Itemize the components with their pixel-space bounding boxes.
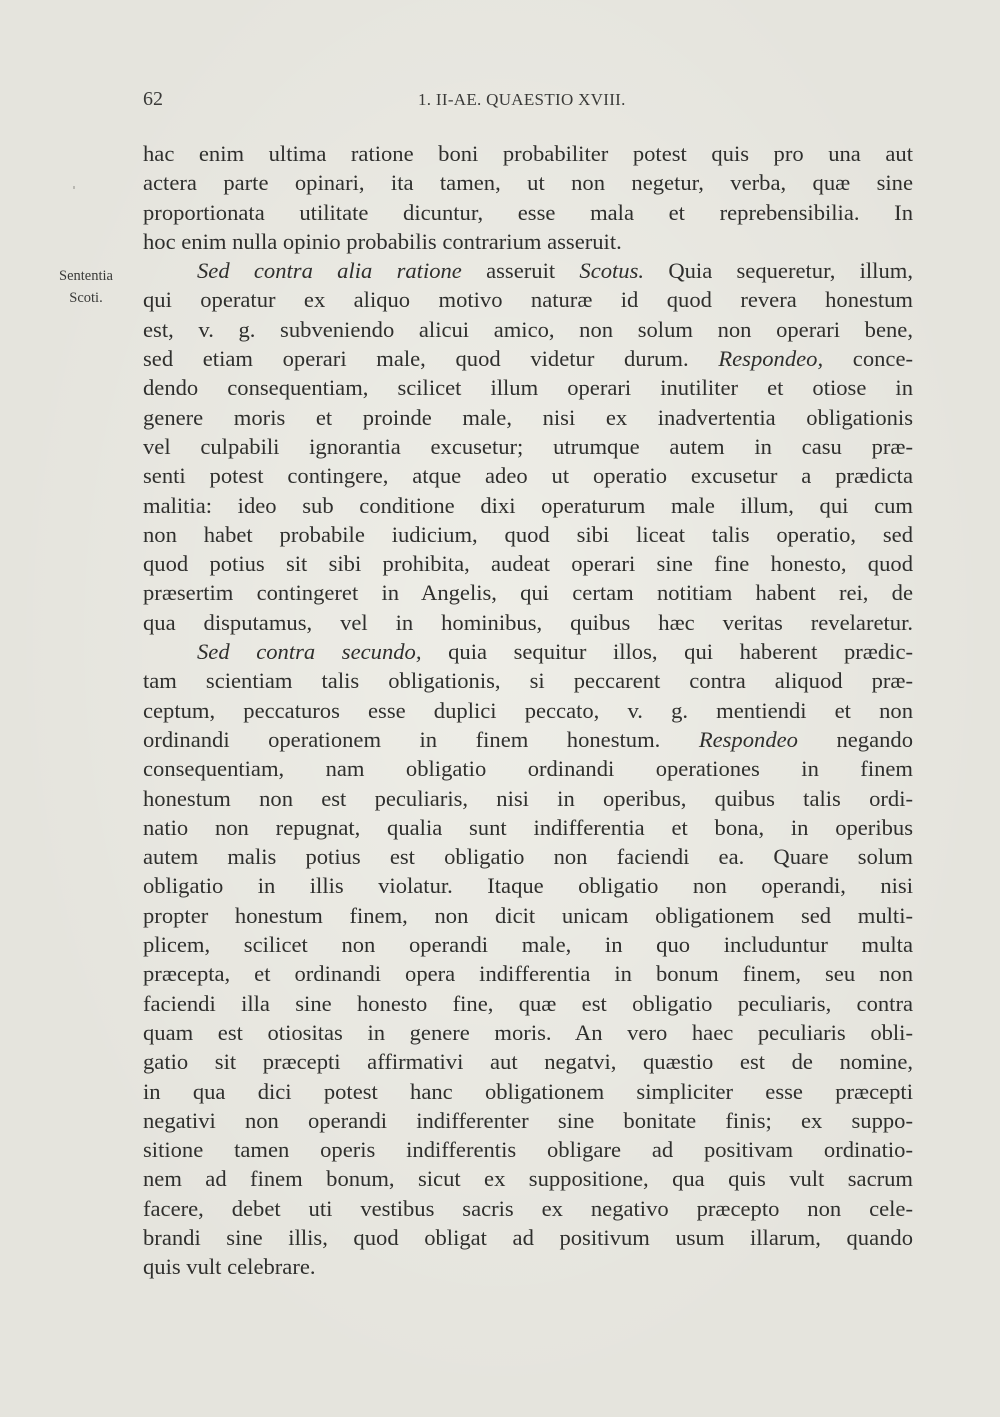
text-line bbox=[143, 491, 913, 520]
text-line bbox=[143, 520, 913, 549]
italic-text: Sed contra secundo, bbox=[197, 639, 422, 665]
text-segment: Quia sequeretur, illum, bbox=[644, 258, 913, 284]
text-segment: præcepta, et ordinandi opera indifferentia in bonum finem, seu non bbox=[143, 961, 913, 987]
page-number: 62 bbox=[143, 88, 163, 110]
text-segment: quia sequitur illos, qui haberent prædic- bbox=[421, 639, 913, 665]
text-segment: gatio sit præcepti affirmativi aut negatvi, quæstio est de nomine, bbox=[143, 1049, 913, 1075]
text-line bbox=[143, 1106, 913, 1135]
text-line bbox=[143, 315, 913, 344]
text-segment: tam scientiam talis obligationis, si peccarent contra aliquod præ- bbox=[143, 668, 913, 694]
margin-note-line: Sententia bbox=[59, 268, 113, 284]
text-segment: autem malis potius est obligatio non faciendi ea. Quare solum bbox=[143, 844, 913, 870]
text-line bbox=[143, 227, 913, 256]
text-line bbox=[143, 959, 913, 988]
text-line bbox=[143, 1077, 913, 1106]
text-line bbox=[143, 432, 913, 461]
text-line bbox=[143, 1194, 913, 1223]
text-segment: senti potest contingere, atque adeo ut operatio excusetur a prædicta bbox=[143, 463, 913, 489]
text-segment: brandi sine illis, quod obligat ad positivum usum illarum, quando bbox=[143, 1224, 913, 1250]
text-segment: ordinandi operationem in finem honestum. bbox=[143, 726, 699, 752]
text-line bbox=[143, 725, 913, 754]
text-line bbox=[143, 1047, 913, 1076]
text-line bbox=[143, 373, 913, 402]
text-segment: faciendi illa sine honesto fine, quæ est obligatio peculiaris, contra bbox=[143, 990, 913, 1016]
margin-note-line: Scoti. bbox=[69, 290, 103, 306]
text-segment: genere moris et proinde male, nisi ex inadvertentia obligationis bbox=[143, 404, 913, 430]
text-line bbox=[143, 198, 913, 227]
text-line bbox=[143, 813, 913, 842]
text-line bbox=[143, 871, 913, 900]
text-line bbox=[143, 549, 913, 578]
text-segment: actera parte opinari, ita tamen, ut non negetur, verba, quæ sine bbox=[143, 170, 913, 196]
text-line bbox=[143, 666, 913, 695]
text-line bbox=[143, 784, 913, 813]
text-segment: qua disputamus, vel in hominibus, quibus hæc veritas revelaretur. bbox=[143, 609, 913, 635]
text-segment: conce- bbox=[823, 346, 913, 372]
text-line bbox=[143, 461, 913, 490]
text-line bbox=[143, 901, 913, 930]
running-head: 1. II-AE. QUAESTIO XVIII. bbox=[418, 90, 626, 109]
text-line bbox=[143, 1164, 913, 1193]
italic-text: Respondeo, bbox=[718, 346, 824, 372]
margin-note bbox=[36, 265, 136, 309]
text-segment: propter honestum finem, non dicit unicam obligationem sed multi- bbox=[143, 902, 913, 928]
text-line bbox=[143, 989, 913, 1018]
text-segment: non habet probabile iudicium, quod sibi liceat talis operatio, sed bbox=[143, 521, 913, 547]
text-line bbox=[143, 256, 913, 285]
text-line bbox=[143, 1018, 913, 1047]
text-line bbox=[143, 285, 913, 314]
text-segment: quod potius sit sibi prohibita, audeat operari sine fine honesto, quod bbox=[143, 551, 913, 577]
text-segment: nem ad finem bonum, sicut ex suppositione, qua quis vult sacrum bbox=[143, 1166, 913, 1192]
text-segment: proportionata utilitate dicuntur, esse mala et reprebensibilia. In bbox=[143, 199, 913, 225]
text-segment: ceptum, peccaturos esse duplici peccato, v. g. mentiendi et non bbox=[143, 697, 913, 723]
text-segment: qui operatur ex aliquo motivo naturæ id quod revera honestum bbox=[143, 287, 913, 313]
text-line bbox=[143, 930, 913, 959]
paper-speck bbox=[73, 186, 75, 189]
italic-text: Sed contra alia ratione bbox=[197, 258, 462, 284]
text-segment: præsertim contingeret in Angelis, qui certam notitiam habent rei, de bbox=[143, 580, 913, 606]
text-line bbox=[143, 1223, 913, 1252]
italic-text: Respondeo bbox=[698, 726, 798, 752]
text-segment: malitia: ideo sub conditione dixi operaturum male illum, qui cum bbox=[143, 492, 913, 518]
text-segment: obligatio in illis violatur. Itaque obligatio non operandi, nisi bbox=[143, 873, 913, 899]
text-segment: honestum non est peculiaris, nisi in operibus, quibus talis ordi- bbox=[143, 785, 913, 811]
text-segment: sitione tamen operis indifferentis obligare ad positivam ordinatio- bbox=[143, 1137, 913, 1163]
text-line bbox=[143, 842, 913, 871]
text-segment: plicem, scilicet non operandi male, in quo includuntur multa bbox=[143, 932, 913, 958]
text-segment: sed etiam operari male, quod videtur durum. bbox=[143, 346, 719, 372]
text-segment: hac enim ultima ratione boni probabiliter potest quis pro una aut bbox=[143, 141, 913, 166]
text-segment: dendo consequentiam, scilicet illum operari inutiliter et otiose in bbox=[143, 375, 913, 401]
text-line bbox=[143, 1252, 913, 1281]
text-line bbox=[143, 696, 913, 725]
text-line bbox=[143, 344, 913, 373]
text-line bbox=[143, 754, 913, 783]
text-line bbox=[143, 1135, 913, 1164]
text-segment: negativi non operandi indifferenter sine bonitate finis; ex suppo- bbox=[143, 1107, 913, 1133]
text-line bbox=[143, 168, 913, 197]
text-segment: facere, debet uti vestibus sacris ex negativo præcepto non cele- bbox=[143, 1195, 913, 1221]
text-line bbox=[143, 403, 913, 432]
page-header bbox=[143, 88, 913, 114]
text-segment: in qua dici potest hanc obligationem simpliciter esse præcepti bbox=[143, 1078, 913, 1104]
text-segment: negando bbox=[797, 726, 913, 752]
text-line bbox=[143, 139, 913, 168]
text-segment: est, v. g. subveniendo alicui amico, non solum non operari bene, bbox=[143, 316, 913, 342]
body-text bbox=[143, 139, 913, 1282]
text-line bbox=[143, 578, 913, 607]
text-segment: vel culpabili ignorantia excusetur; utrumque autem in casu præ- bbox=[143, 433, 913, 459]
text-segment: hoc enim nulla opinio probabilis contrarium asseruit. bbox=[143, 228, 622, 254]
text-segment: natio non repugnat, qualia sunt indifferentia et bona, in operibus bbox=[143, 814, 913, 840]
text-segment: consequentiam, nam obligatio ordinandi operationes in finem bbox=[143, 756, 913, 782]
text-line bbox=[143, 608, 913, 637]
text-line bbox=[143, 637, 913, 666]
text-segment: asseruit bbox=[461, 258, 580, 284]
italic-text: Scotus. bbox=[579, 258, 645, 284]
text-segment: quis vult celebrare. bbox=[143, 1254, 316, 1280]
text-segment: quam est otiositas in genere moris. An vero haec peculiaris obli- bbox=[143, 1019, 913, 1045]
